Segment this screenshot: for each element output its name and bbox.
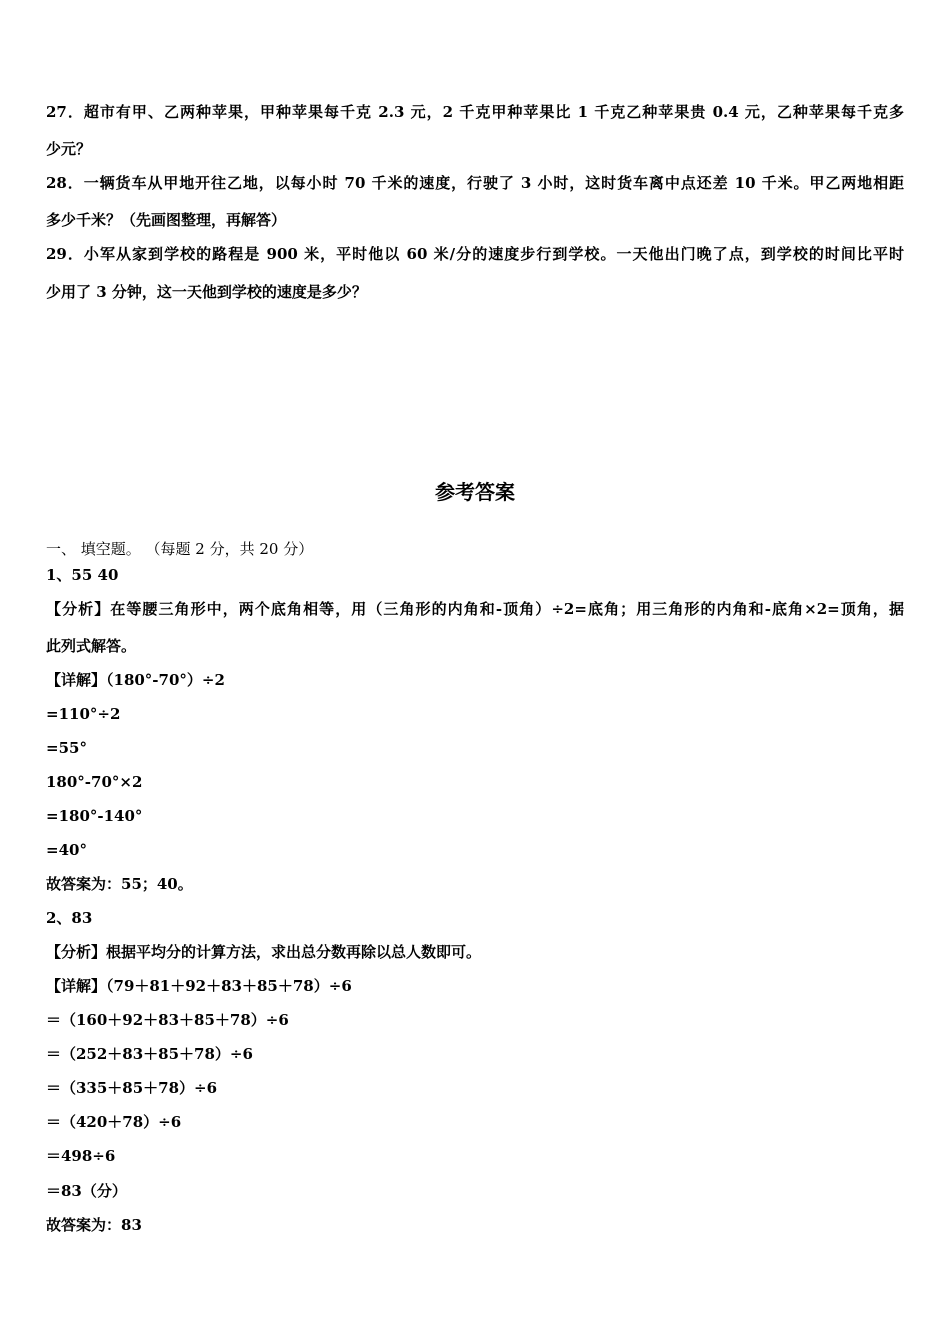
answer-2-step: ＝（160＋92＋83＋85＋78）÷6 xyxy=(46,1011,289,1029)
question-28-line-1: 28．一辆货车从甲地开往乙地，以每小时 70 千米的速度，行驶了 3 小时，这时货车离中点还差 10 千米。甲乙两地相距 xyxy=(46,174,904,192)
answer-2-step: ＝（420＋78）÷6 xyxy=(46,1113,182,1131)
answer-2-step: ＝498÷6 xyxy=(46,1147,116,1165)
question-27-line-1: 27．超市有甲、乙两种苹果，甲种苹果每千克 2.3 元，2 千克甲种苹果比 1 千克乙种苹果贵 0.4 元，乙种苹果每千克多 xyxy=(46,103,904,121)
answer-2-head: 2、83 xyxy=(46,909,93,927)
answer-1-step: 180°-70°×2 xyxy=(46,773,143,791)
answer-title: 参考答案 xyxy=(435,480,515,504)
answer-2-step: ＝83（分） xyxy=(46,1182,127,1200)
section-heading: 一、 填空题。 （每题 2 分，共 20 分） xyxy=(46,540,314,558)
answer-1-conclusion: 故答案为：55；40。 xyxy=(46,875,193,893)
question-28-line-2: 多少千米？（先画图整理，再解答） xyxy=(46,211,287,229)
answer-2-conclusion: 故答案为：83 xyxy=(46,1216,142,1234)
answer-1-step: 【详解】（180°-70°）÷2 xyxy=(46,671,225,689)
answer-1-analysis-line-2: 此列式解答。 xyxy=(46,637,137,655)
question-29-line-1: 29．小军从家到学校的路程是 900 米，平时他以 60 米/分的速度步行到学校。一天他出门晚了点，到学校的时间比平时 xyxy=(46,245,904,263)
answer-1-step: =55° xyxy=(46,739,87,757)
answer-1-head: 1、55 40 xyxy=(46,566,119,584)
answer-2-step: ＝（335＋85＋78）÷6 xyxy=(46,1079,218,1097)
answer-1-analysis-line-1: 【分析】在等腰三角形中，两个底角相等，用（三角形的内角和-顶角）÷2=底角；用三角形的内角和-底角×2=顶角，据 xyxy=(46,600,904,618)
answer-1-step: =180°-140° xyxy=(46,807,143,825)
answer-1-step: =40° xyxy=(46,841,87,859)
answer-2-step: ＝（252＋83＋85＋78）÷6 xyxy=(46,1045,253,1063)
answer-2-analysis: 【分析】根据平均分的计算方法，求出总分数再除以总人数即可。 xyxy=(46,943,482,961)
question-29-line-2: 少用了 3 分钟，这一天他到学校的速度是多少？ xyxy=(46,283,367,301)
answer-2-step: 【详解】（79＋81＋92＋83＋85＋78）÷6 xyxy=(46,977,352,995)
question-27-line-2: 少元？ xyxy=(46,140,92,158)
answer-1-step: =110°÷2 xyxy=(46,705,121,723)
